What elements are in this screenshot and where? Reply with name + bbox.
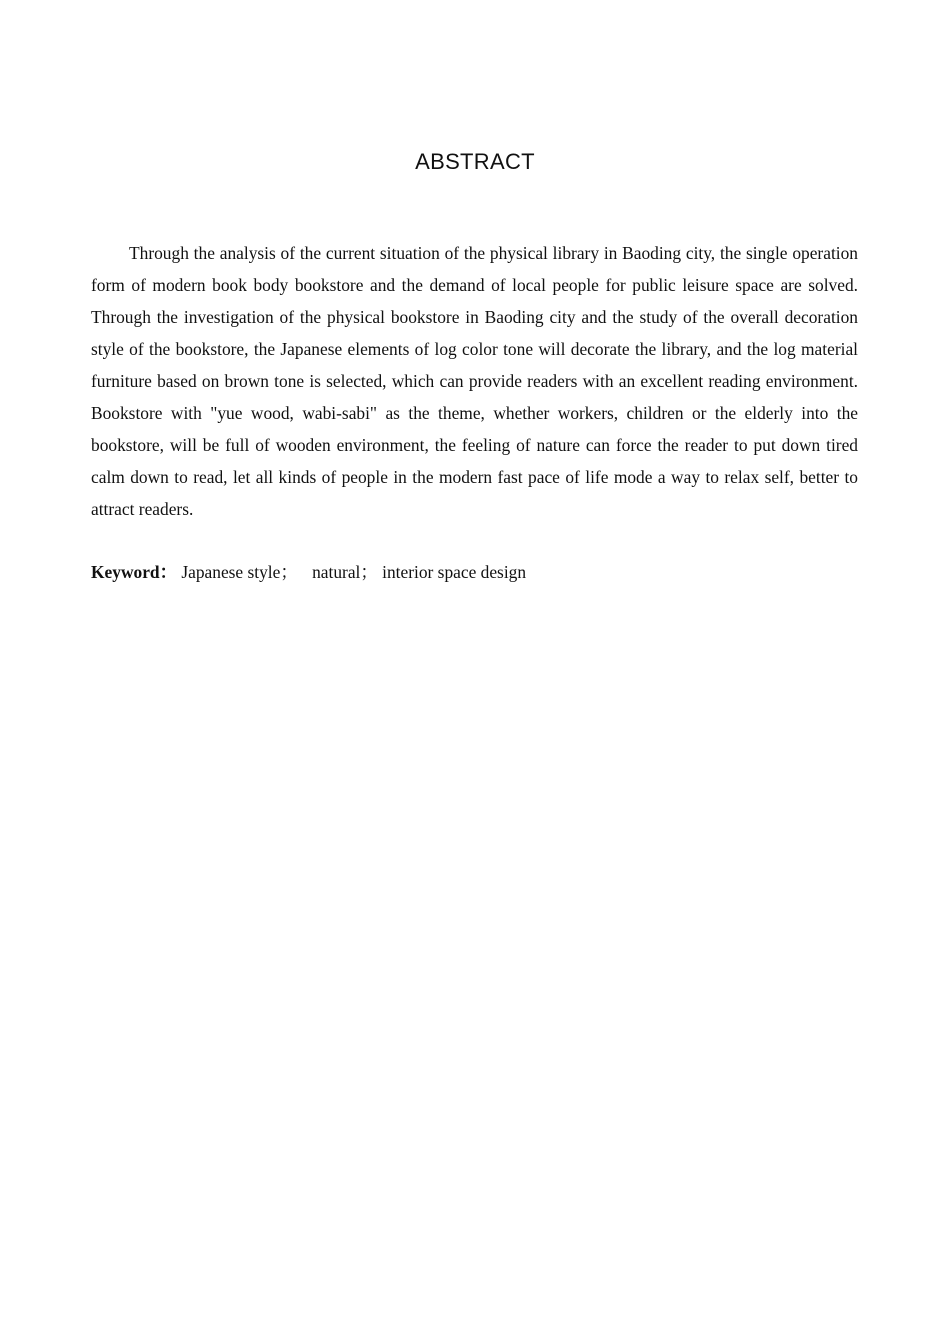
keywords-label: Keyword： bbox=[91, 562, 177, 582]
keyword-item: natural； bbox=[312, 562, 378, 582]
keyword-item: Japanese style； bbox=[181, 562, 298, 582]
keyword-item: interior space design bbox=[382, 562, 527, 582]
abstract-title: ABSTRACT bbox=[415, 149, 535, 174]
abstract-body: Through the analysis of the current situation of the physical library in Baoding city, the single operation form of modern book body bookstore and the demand of local people for public leisure space are solved. Through the investigation of the physical bookstore in Baoding city and the study of the overall decoration style of the bookstore, the Japanese elements of log color tone will decorate the library, and the log material furniture based on brown tone is selected, which can provide readers with an excellent reading environment. Bookstore with "yue wood, wabi-sabi" as the theme, whether workers, children or the elderly into the bookstore, will be full of wooden environment, the feeling of nature can force the reader to put down tired calm down to read, let all kinds of people in the modern fast pace of life mode a way to relax self, better to attract readers. bbox=[91, 243, 858, 519]
keywords-line bbox=[91, 556, 858, 588]
